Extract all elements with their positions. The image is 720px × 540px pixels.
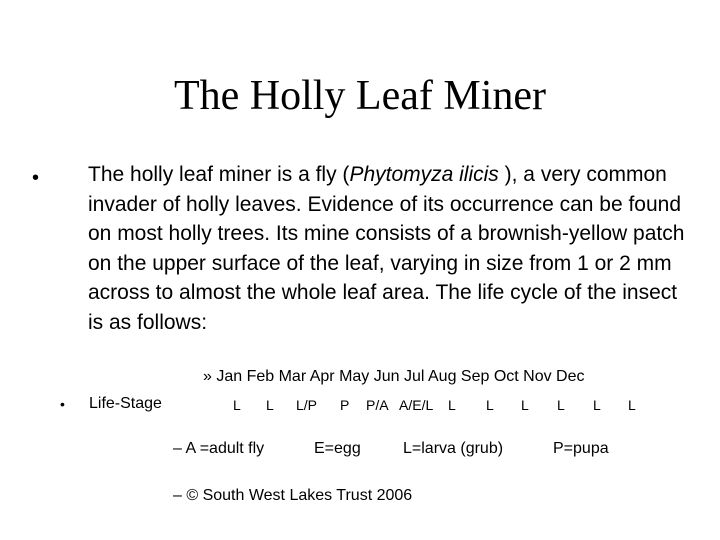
stage-mar: L/P <box>296 397 318 413</box>
slide-title: The Holly Leaf Miner <box>173 73 547 119</box>
stage-jan: L <box>233 397 241 413</box>
copyright-notice: – © South West Lakes Trust 2006 <box>173 487 413 504</box>
stage-dec: L <box>628 397 636 413</box>
life-stage-bullet-icon: • <box>60 396 65 412</box>
stage-nov: L <box>593 397 601 413</box>
stage-may: P/A <box>366 397 389 413</box>
species-name: Phytomyza ilicis <box>349 163 499 186</box>
life-stage-label: Life-Stage <box>89 395 162 412</box>
stage-apr: P <box>340 397 350 413</box>
stage-oct: L <box>557 397 565 413</box>
legend-larva: L=larva (grub) <box>403 440 504 457</box>
legend-egg: E=egg <box>314 440 361 457</box>
stage-jul: L <box>448 397 456 413</box>
legend-adult: – A =adult fly <box>173 440 265 457</box>
intro-paragraph <box>88 160 688 337</box>
months-header: » Jan Feb Mar Apr May Jun Jul Aug Sep Oct Nov Dec <box>203 368 585 385</box>
intro-text-before: The holly leaf miner is a fly ( <box>88 163 350 186</box>
stage-feb: L <box>266 397 274 413</box>
stage-sep: L <box>521 397 529 413</box>
intro-text-after: ), a very common invader of holly leaves. Evidence of its occurrence can be found on most holly trees. Its mine consists of a brownish-yellow patch on the upper surface of the leaf, varying in size from 1 or 2 mm across to almost the whole leaf area. The life cycle of the insect is as follows: <box>88 163 685 334</box>
stage-jun: A/E/L <box>399 397 434 413</box>
stage-aug: L <box>486 397 494 413</box>
bullet-icon: • <box>32 167 40 189</box>
legend-pupa: P=pupa <box>553 440 609 457</box>
